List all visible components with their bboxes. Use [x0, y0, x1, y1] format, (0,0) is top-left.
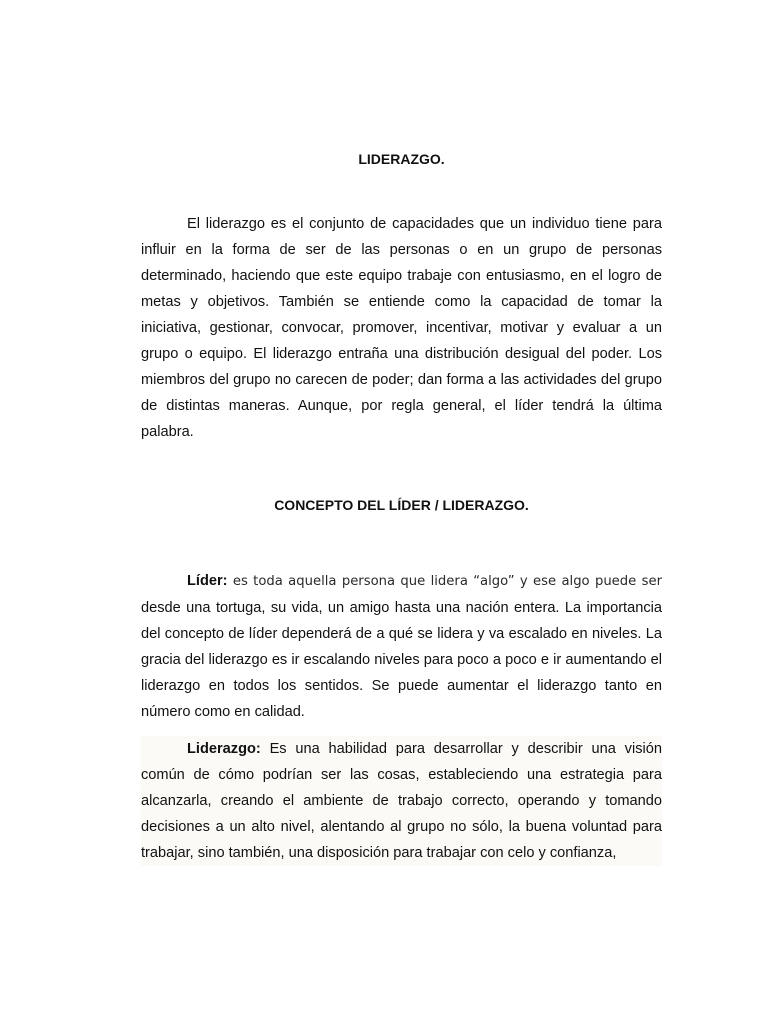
lider-term: Líder:	[187, 573, 228, 589]
document-title: LIDERAZGO.	[358, 151, 445, 167]
lider-body-text: desde una tortuga, su vida, un amigo hasta una nación entera. La importancia del concepto de líder dependerá de a qué se lidera y va escalado en niveles. La gracia del liderazgo es ir escalando niveles para poco a poco e ir aumentando el liderazgo en todos los sentidos. Se puede aumentar el liderazgo tanto en número como en calidad.	[141, 600, 662, 720]
liderazgo-paragraph	[141, 736, 662, 866]
lider-paragraph	[141, 568, 662, 725]
lider-intro-text: es toda aquella persona que lidera “algo” y ese algo puede ser	[227, 574, 662, 589]
liderazgo-body-text: Es una habilidad para desarrollar y describir una visión común de cómo podrían ser las cosas, estableciendo una estrategia para alcanzarla, creando el ambiente de trabajo correcto, operando y tomando decisiones a un alto nivel, alentando al grupo no sólo, la buena voluntad para trabajar, sino también, una disposición para trabajar con celo y confianza,	[141, 741, 662, 861]
intro-paragraph: El liderazgo es el conjunto de capacidades que un individuo tiene para influir en la forma de ser de las personas o en un grupo de personas determinado, haciendo que este equipo trabaje con entusiasmo, en el logro de metas y objetivos. También se entiende como la capacidad de tomar la iniciativa, gestionar, convocar, promover, incentivar, motivar y evaluar a un grupo o equipo. El liderazgo entraña una distribución desigual del poder. Los miembros del grupo no carecen de poder; dan forma a las actividades del grupo de distintas maneras. Aunque, por regla general, el líder tendrá la última palabra.	[141, 216, 662, 440]
section-title: CONCEPTO DEL LÍDER / LIDERAZGO.	[274, 497, 529, 513]
liderazgo-term: Liderazgo:	[187, 741, 261, 757]
